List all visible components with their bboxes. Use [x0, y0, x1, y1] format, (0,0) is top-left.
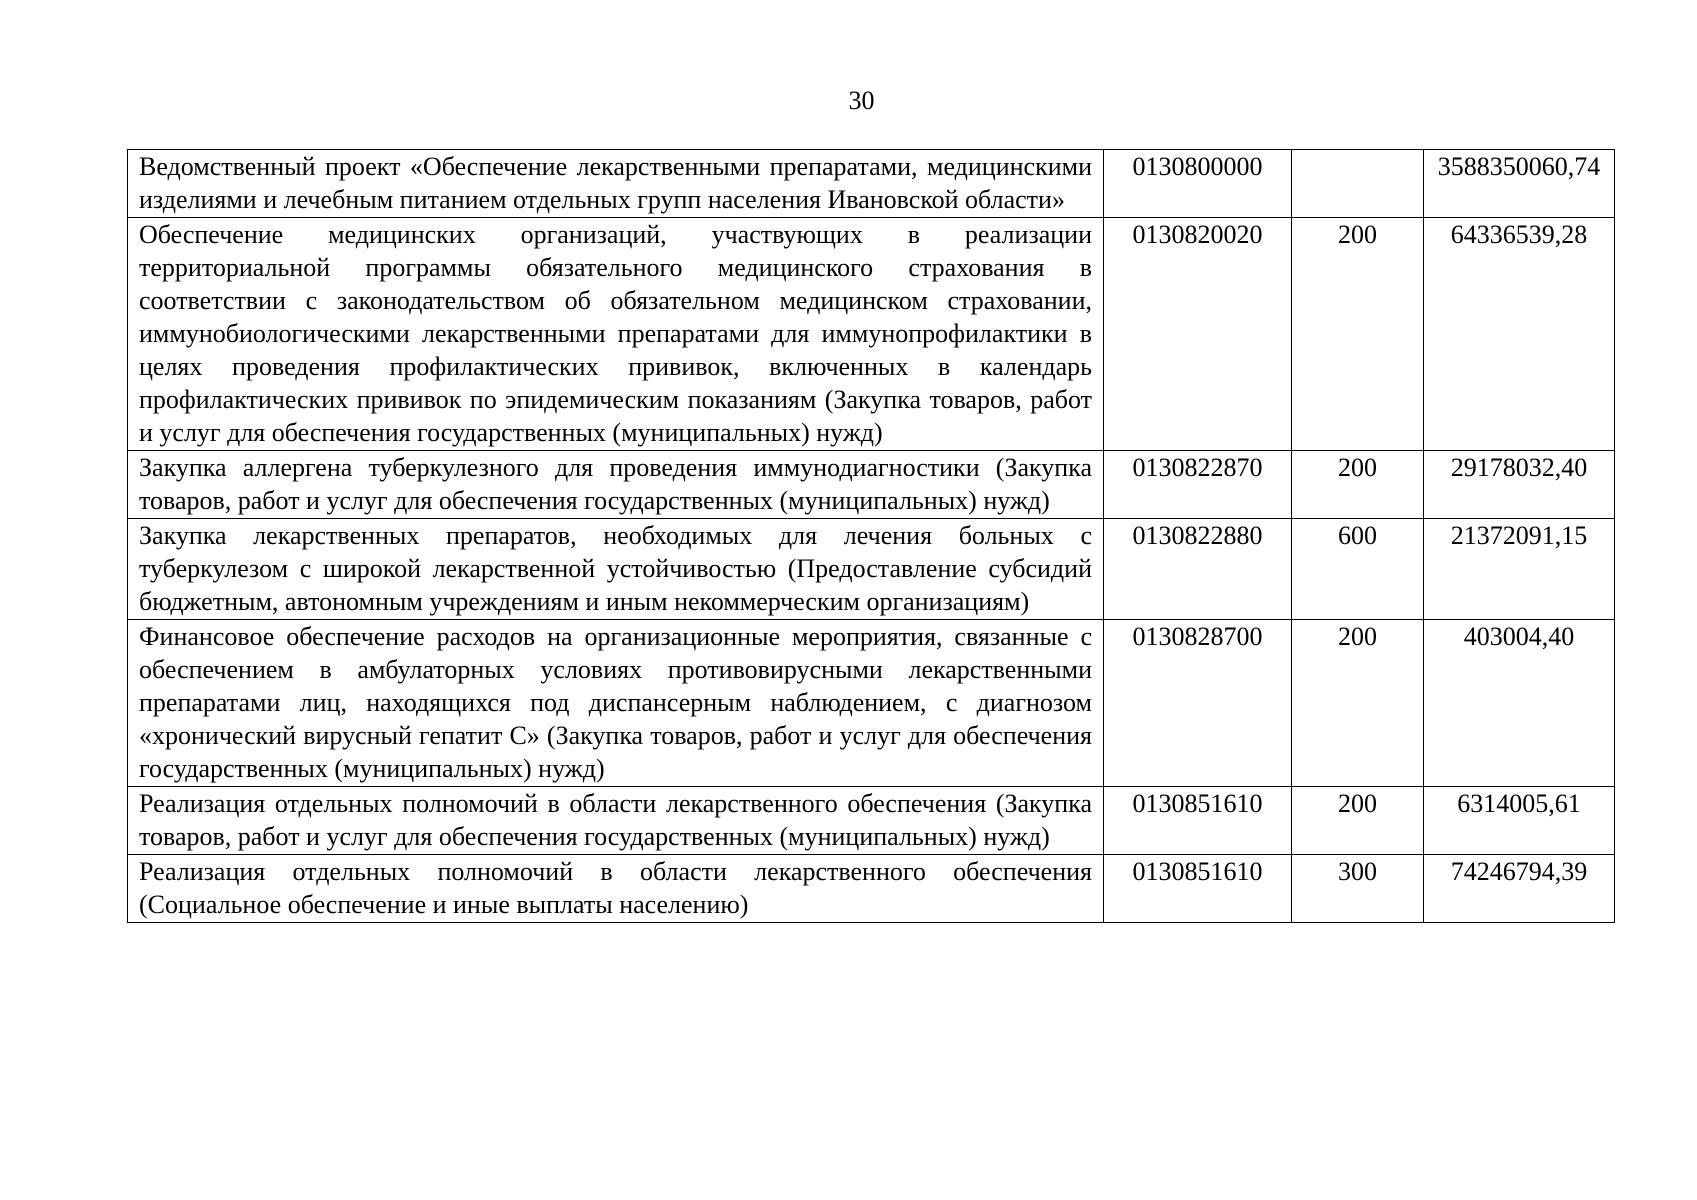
- row-expense-type: 200: [1292, 620, 1424, 787]
- table-row: [128, 519, 1615, 620]
- table-row: [128, 451, 1615, 519]
- row-expense-type: 300: [1292, 855, 1424, 923]
- row-expense-type: 200: [1292, 787, 1424, 855]
- row-description: Реализация отдельных полномочий в области лекарственного обеспечения (Социальное обеспечение и иные выплаты населению): [128, 855, 1104, 923]
- row-description: Закупка лекарственных препаратов, необходимых для лечения больных с туберкулезом с широкой лекарственной устойчивостью (Предоставление субсидий бюджетным, автономным учреждениям и иным некоммерческим организациям): [128, 519, 1104, 620]
- row-expense-type: [1292, 150, 1424, 218]
- row-amount: 74246794,39: [1424, 855, 1615, 923]
- row-target-code: 0130800000: [1104, 150, 1292, 218]
- row-description: Финансовое обеспечение расходов на организационные мероприятия, связанные с обеспечением в амбулаторных условиях противовирусными лекарственными препаратами лиц, находящихся под диспансерным наблюдением, с диагнозом «хронический вирусный гепатит С» (Закупка товаров, работ и услуг для обеспечения государственных (муниципальных) нужд): [128, 620, 1104, 787]
- row-target-code: 0130822880: [1104, 519, 1292, 620]
- table-row: [128, 218, 1615, 451]
- row-target-code: 0130828700: [1104, 620, 1292, 787]
- row-expense-type: 600: [1292, 519, 1424, 620]
- row-target-code: 0130851610: [1104, 787, 1292, 855]
- table-row: [128, 620, 1615, 787]
- row-amount: 3588350060,74: [1424, 150, 1615, 218]
- row-expense-type: 200: [1292, 218, 1424, 451]
- row-target-code: 0130822870: [1104, 451, 1292, 519]
- row-expense-type: 200: [1292, 451, 1424, 519]
- row-amount: 64336539,28: [1424, 218, 1615, 451]
- row-amount: 21372091,15: [1424, 519, 1615, 620]
- row-description: Обеспечение медицинских организаций, участвующих в реализации территориальной программы обязательного медицинского страхования в соответствии с законодательством об обязательном медицинском страховании, иммунобиологическими лекарственными препаратами для иммунопрофилактики в целях проведения профилактических прививок, включенных в календарь профилактических прививок по эпидемическим показаниям (Закупка товаров, работ и услуг для обеспечения государственных (муниципальных) нужд): [128, 218, 1104, 451]
- row-description: Реализация отдельных полномочий в области лекарственного обеспечения (Закупка товаров, работ и услуг для обеспечения государственных (муниципальных) нужд): [128, 787, 1104, 855]
- table-row: [128, 855, 1615, 923]
- budget-table: [127, 149, 1615, 923]
- row-description: Ведомственный проект «Обеспечение лекарственными препаратами, медицинскими изделиями и лечебным питанием отдельных групп населения Ивановской области»: [128, 150, 1104, 218]
- row-description: Закупка аллергена туберкулезного для проведения иммунодиагностики (Закупка товаров, работ и услуг для обеспечения государственных (муниципальных) нужд): [128, 451, 1104, 519]
- row-amount: 403004,40: [1424, 620, 1615, 787]
- table-row: [128, 787, 1615, 855]
- table-row: [128, 150, 1615, 218]
- row-amount: 6314005,61: [1424, 787, 1615, 855]
- row-amount: 29178032,40: [1424, 451, 1615, 519]
- row-target-code: 0130820020: [1104, 218, 1292, 451]
- row-target-code: 0130851610: [1104, 855, 1292, 923]
- page-number: 30: [848, 86, 875, 115]
